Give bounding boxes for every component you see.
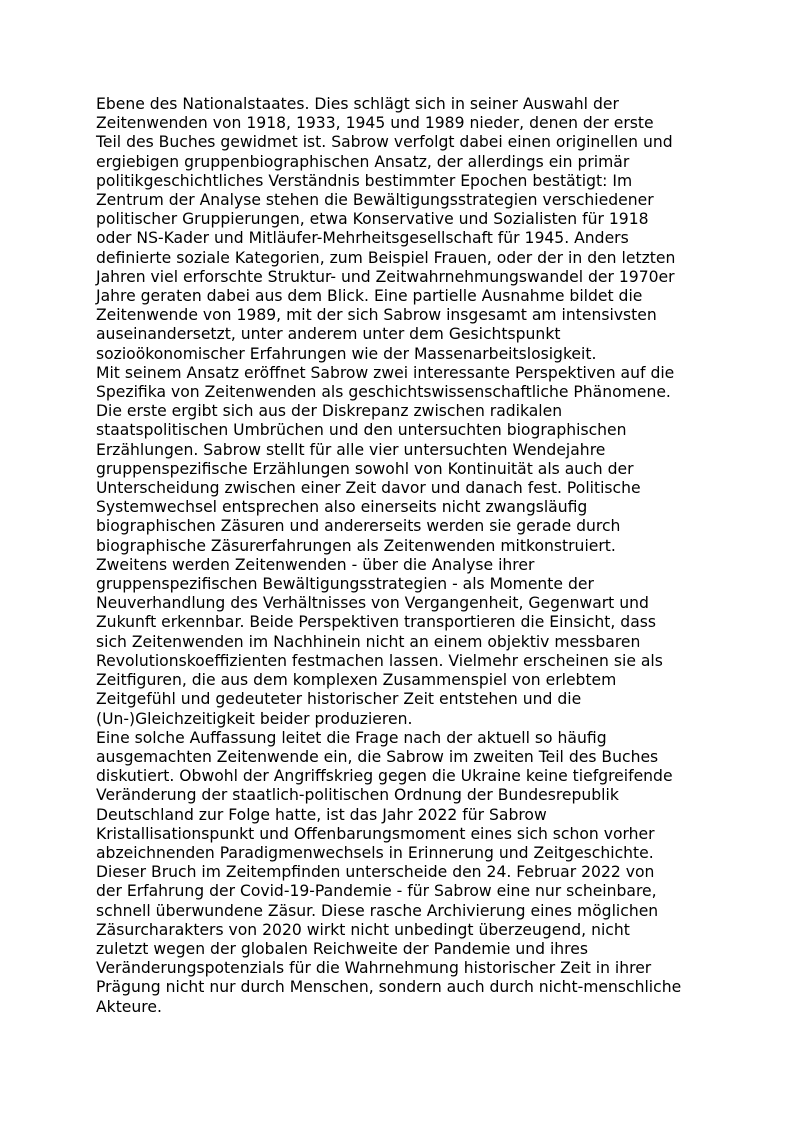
text-line: Veränderung der staatlich-politischen Ordnung der Bundesrepublik [96,786,619,805]
text-line: Spezifika von Zeitenwenden als geschichtswissenschaftliche Phänomene. [96,383,671,402]
paragraph-2 [96,364,716,729]
text-line: staatspolitischen Umbrüchen und den untersuchten biographischen [96,421,627,440]
text-line: biographischen Zäsuren und andererseits werden sie gerade durch [96,517,621,536]
text-line: Die erste ergibt sich aus der Diskrepanz zwischen radikalen [96,402,563,421]
paragraph-1 [96,95,716,364]
text-line: Zweitens werden Zeitenwenden - über die Analyse ihrer [96,555,535,574]
text-line: Zeitgefühl und gedeuteter historischer Zeit entstehen und die [96,690,582,709]
document-page [96,95,716,1017]
text-line: sozioökonomischer Erfahrungen wie der Massenarbeitslosigkeit. [96,344,597,363]
text-line: der Erfahrung der Covid-19-Pandemie - für Sabrow eine nur scheinbare, [96,882,657,901]
text-line: diskutiert. Obwohl der Angriffskrieg gegen die Ukraine keine tiefgreifende [96,767,673,786]
text-line: gruppenspezifischen Bewältigungsstrategien - als Momente der [96,575,594,594]
text-line: Zäsurcharakters von 2020 wirkt nicht unbedingt überzeugend, nicht [96,920,630,939]
text-line: (Un-)Gleichzeitigkeit beider produzieren. [96,709,413,728]
text-line: Zeitenwenden von 1918, 1933, 1945 und 1989 nieder, denen der erste [96,114,654,133]
text-line: Neuverhandlung des Verhältnisses von Vergangenheit, Gegenwart und [96,594,649,613]
text-line: Systemwechsel entsprechen also einerseits nicht zwangsläufig [96,498,588,517]
text-line: schnell überwundene Zäsur. Diese rasche Archivierung eines möglichen [96,901,659,920]
text-line: ergiebigen gruppenbiographischen Ansatz, der allerdings ein primär [96,152,630,171]
text-line: Ebene des Nationalstaates. Dies schlägt sich in seiner Auswahl der [96,95,619,113]
text-line: Veränderungspotenzials für die Wahrnehmung historischer Zeit in ihrer [96,959,652,978]
text-line: Jahre geraten dabei aus dem Blick. Eine partielle Ausnahme bildet die [96,287,643,306]
text-line: oder NS-Kader und Mitläufer-Mehrheitsgesellschaft für 1945. Anders [96,229,629,248]
text-line: Zukunft erkennbar. Beide Perspektiven transportieren die Einsicht, dass [96,613,657,632]
text-line: zuletzt wegen der globalen Reichweite der Pandemie und ihres [96,939,588,958]
text-line: gruppenspezifische Erzählungen sowohl von Kontinuität als auch der [96,459,634,478]
text-line: Unterscheidung zwischen einer Zeit davor und danach fest. Politische [96,479,641,498]
text-line: Prägung nicht nur durch Menschen, sondern auch durch nicht-menschliche [96,978,682,997]
text-line: Deutschland zur Folge hatte, ist das Jahr 2022 für Sabrow [96,805,547,824]
text-line: Zeitfiguren, die aus dem komplexen Zusammenspiel von erlebtem [96,671,617,690]
text-line: politikgeschichtliches Verständnis bestimmter Epochen bestätigt: Im [96,171,633,190]
text-line: Dieser Bruch im Zeitempfinden unterscheide den 24. Februar 2022 von [96,863,655,882]
text-line: Teil des Buches gewidmet ist. Sabrow verfolgt dabei einen originellen und [96,133,673,152]
text-line: definierte soziale Kategorien, zum Beispiel Frauen, oder der in den letzten [96,248,676,267]
text-line: biographische Zäsurerfahrungen als Zeitenwenden mitkonstruiert. [96,536,616,555]
text-line: Revolutionskoeffizienten festmachen lassen. Vielmehr erscheinen sie als [96,651,663,670]
text-line: sich Zeitenwenden im Nachhinein nicht an einem objektiv messbaren [96,632,641,651]
paragraph-3 [96,729,716,1017]
text-line: Zentrum der Analyse stehen die Bewältigungsstrategien verschiedener [96,191,654,210]
text-line: Zeitenwende von 1989, mit der sich Sabrow insgesamt am intensivsten [96,306,657,325]
text-line: ausgemachten Zeitenwende ein, die Sabrow im zweiten Teil des Buches [96,747,659,766]
text-line: auseinandersetzt, unter anderem unter dem Gesichtspunkt [96,325,561,344]
text-line: Jahren viel erforschte Struktur- und Zeitwahrnehmungswandel der 1970er [96,267,675,286]
text-line: Kristallisationspunkt und Offenbarungsmoment eines sich schon vorher [96,824,655,843]
text-line: politischer Gruppierungen, etwa Konservative und Sozialisten für 1918 [96,210,649,229]
text-line: Eine solche Auffassung leitet die Frage nach der aktuell so häufig [96,728,607,747]
text-line: Erzählungen. Sabrow stellt für alle vier untersuchten Wendejahre [96,440,606,459]
text-line: Mit seinem Ansatz eröffnet Sabrow zwei interessante Perspektiven auf die [96,363,675,382]
text-line: Akteure. [96,997,162,1016]
text-line: abzeichnenden Paradigmenwechsels in Erinnerung und Zeitgeschichte. [96,843,654,862]
